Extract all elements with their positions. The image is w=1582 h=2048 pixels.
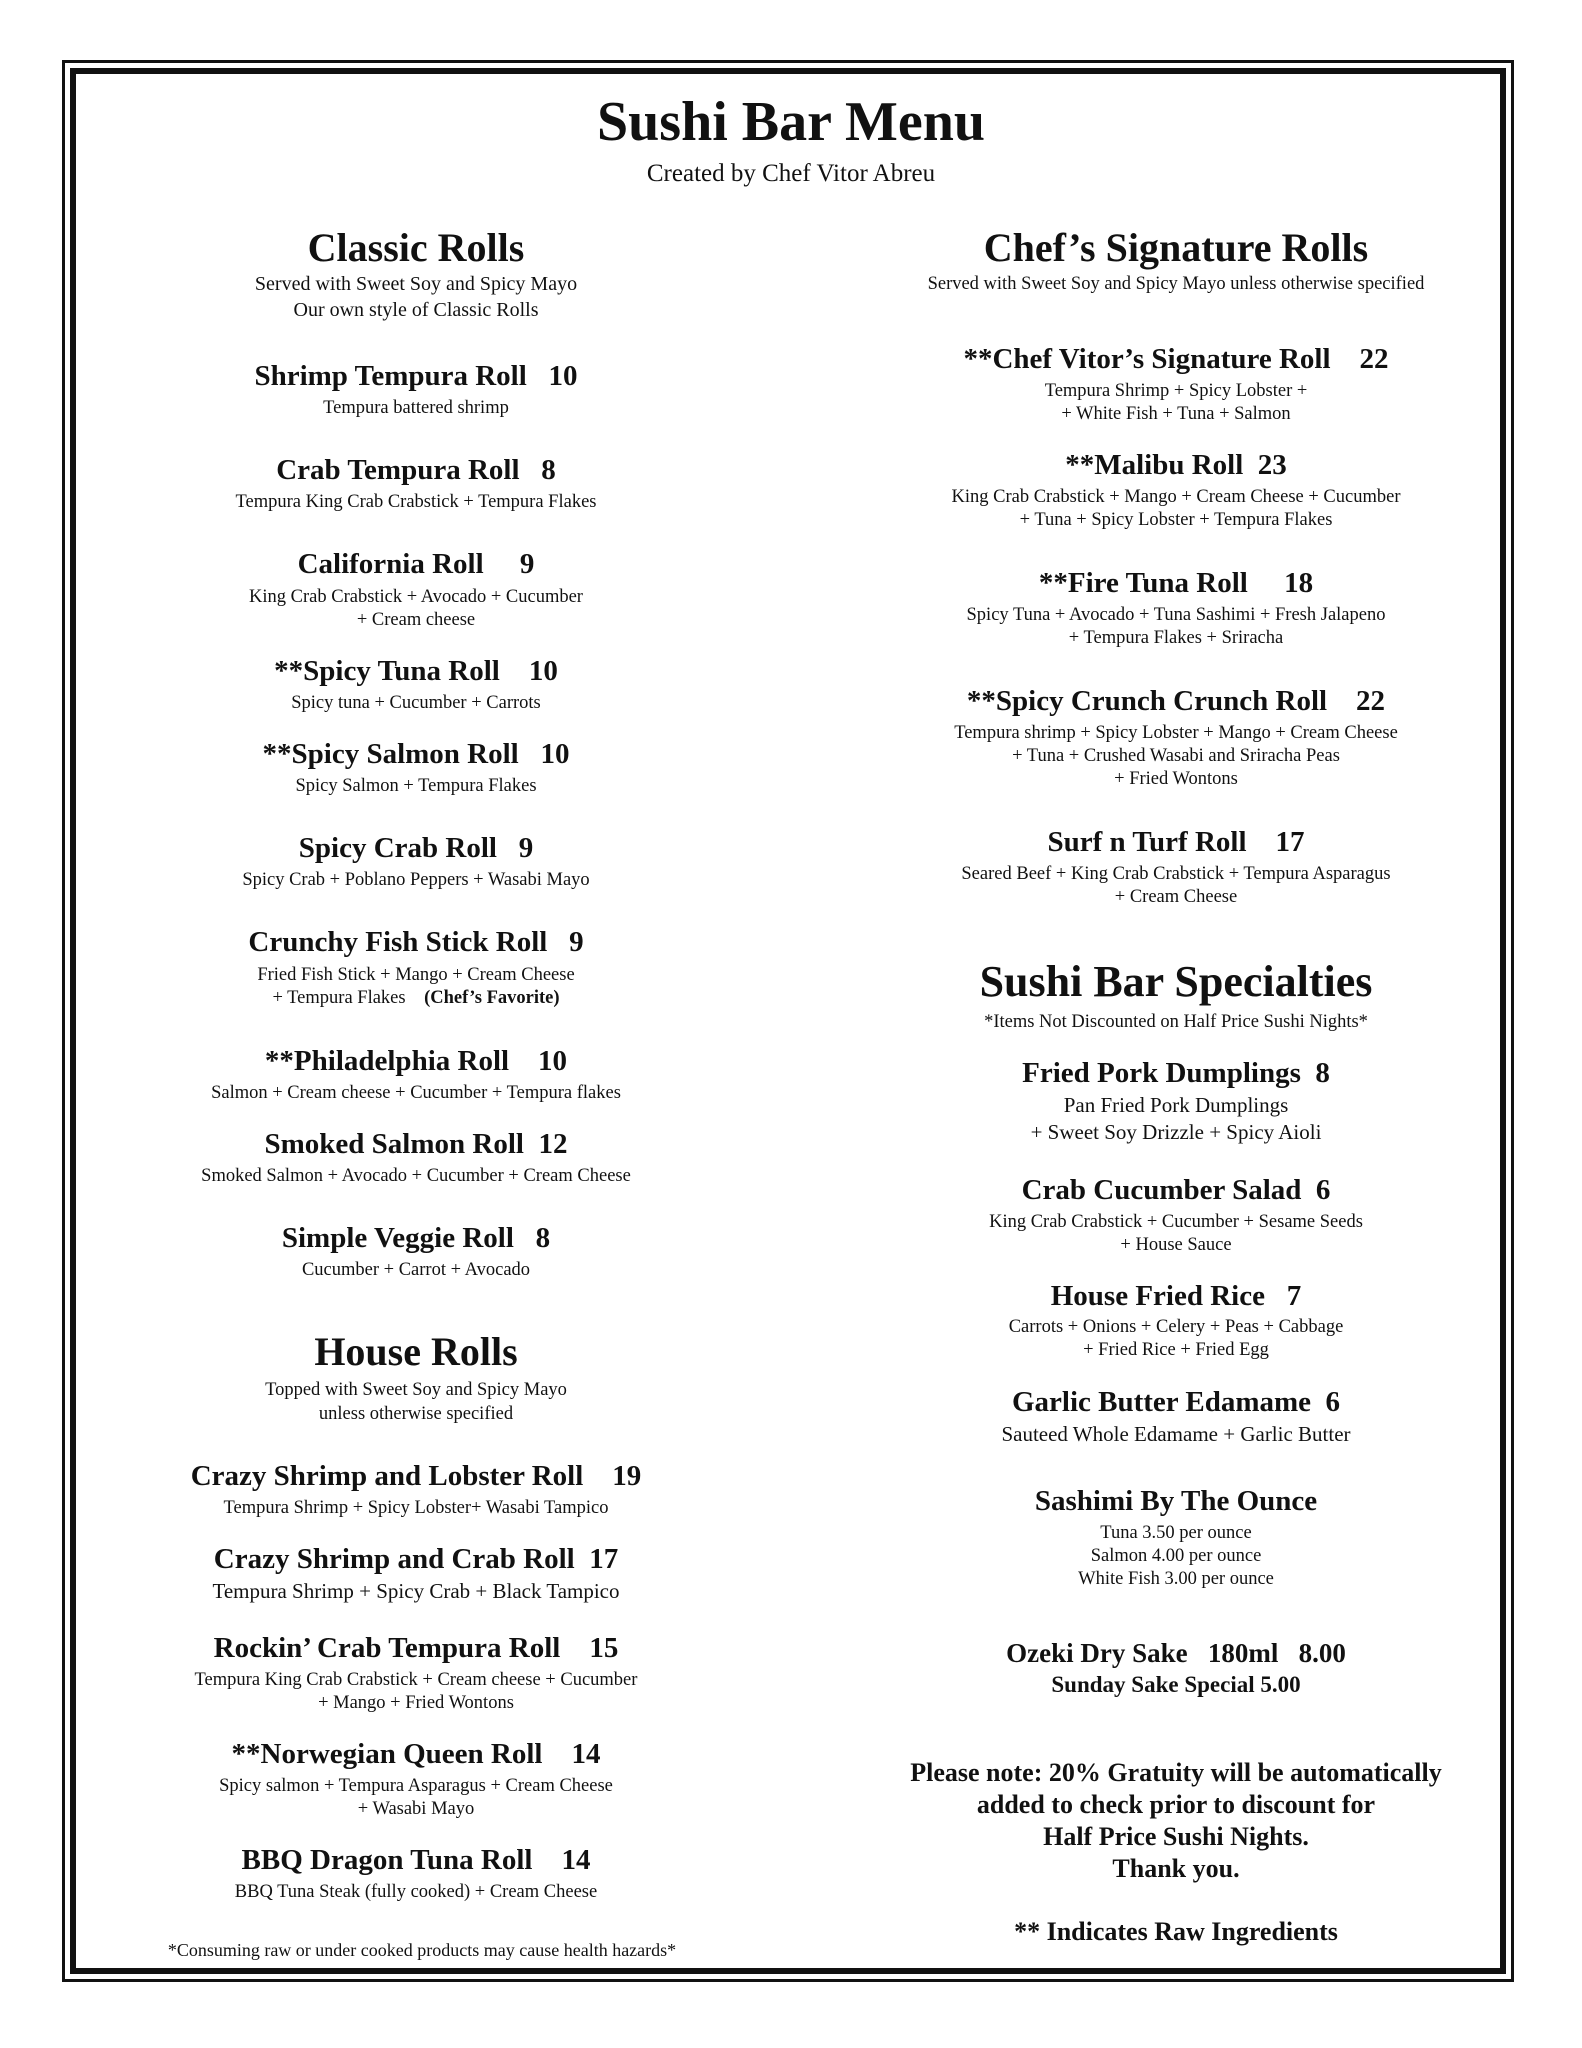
menu-item-desc: Spicy salmon + Tempura Asparagus + Cream Cheese bbox=[219, 1776, 613, 1796]
menu-item-desc: Tempura Shrimp + Spicy Crab + Black Tampico bbox=[212, 1579, 620, 1603]
menu-item-desc: Sauteed Whole Edamame + Garlic Butter bbox=[1001, 1422, 1351, 1446]
menu-item-name: Fried Pork Dumplings 8 bbox=[1022, 1057, 1330, 1089]
menu-item-desc: King Crab Crabstick + Avocado + Cucumber bbox=[249, 587, 583, 607]
menu-item-desc-part: + Tempura Flakes bbox=[272, 988, 406, 1008]
house-rolls-subtitle-2: unless otherwise specified bbox=[318, 1404, 514, 1424]
menu-item-desc: Spicy tuna + Cucumber + Carrots bbox=[291, 693, 541, 713]
menu-item-name: Garlic Butter Edamame 6 bbox=[1011, 1386, 1341, 1418]
menu-item-desc bbox=[106, 986, 726, 1010]
menu-item-desc: Salmon + Cream cheese + Cucumber + Tempura flakes bbox=[211, 1083, 621, 1103]
menu-item-desc: Tempura King Crab Crabstick + Tempura Flakes bbox=[235, 492, 597, 512]
sake-offer: Ozeki Dry Sake 180ml 8.00 bbox=[1006, 1638, 1346, 1668]
menu-item-desc: Carrots + Onions + Celery + Peas + Cabbage bbox=[1008, 1317, 1344, 1337]
menu-item-desc: + Cream cheese bbox=[356, 610, 476, 630]
menu-item-name: Spicy Crab Roll 9 bbox=[298, 832, 534, 864]
menu-item-name: Simple Veggie Roll 8 bbox=[281, 1222, 551, 1254]
gratuity-note-line-3: Half Price Sushi Nights. bbox=[1043, 1822, 1309, 1851]
gratuity-note-line-1: Please note: 20% Gratuity will be automatically bbox=[910, 1758, 1442, 1787]
menu-item-desc: + White Fish + Tuna + Salmon bbox=[1061, 404, 1291, 424]
classic-rolls-subtitle-2: Our own style of Classic Rolls bbox=[293, 299, 539, 321]
menu-item-desc: Salmon 4.00 per ounce bbox=[1090, 1546, 1262, 1566]
specialties-subtitle: *Items Not Discounted on Half Price Sushi Nights* bbox=[984, 1012, 1368, 1032]
classic-rolls-subtitle-1: Served with Sweet Soy and Spicy Mayo bbox=[254, 273, 578, 295]
classic-rolls-heading: Classic Rolls bbox=[307, 225, 525, 270]
menu-item-desc: Fried Fish Stick + Mango + Cream Cheese bbox=[257, 965, 575, 985]
menu-item-name: **Spicy Tuna Roll 10 bbox=[274, 655, 558, 687]
menu-item-desc: + Cream Cheese bbox=[1114, 887, 1238, 907]
menu-item-desc: King Crab Crabstick + Mango + Cream Cheese + Cucumber bbox=[951, 487, 1401, 507]
menu-item-desc: + Tuna + Spicy Lobster + Tempura Flakes bbox=[1019, 510, 1333, 530]
menu-item-desc: BBQ Tuna Steak (fully cooked) + Cream Cheese bbox=[234, 1882, 598, 1902]
menu-item-name: Shrimp Tempura Roll 10 bbox=[254, 360, 578, 392]
menu-item-name: **Norwegian Queen Roll 14 bbox=[231, 1738, 601, 1770]
menu-item-desc: King Crab Crabstick + Cucumber + Sesame Seeds bbox=[989, 1212, 1363, 1232]
menu-item-name: BBQ Dragon Tuna Roll 14 bbox=[241, 1844, 591, 1876]
gratuity-note-line-4: Thank you. bbox=[1112, 1854, 1240, 1883]
menu-item-desc: + Sweet Soy Drizzle + Spicy Aioli bbox=[1030, 1120, 1322, 1144]
menu-item-desc: Cucumber + Carrot + Avocado bbox=[301, 1260, 531, 1280]
raw-ingredients-legend: ** Indicates Raw Ingredients bbox=[1014, 1917, 1338, 1946]
menu-item-desc: Smoked Salmon + Avocado + Cucumber + Cream Cheese bbox=[201, 1166, 631, 1186]
menu-item-desc: Spicy Tuna + Avocado + Tuna Sashimi + Fresh Jalapeno bbox=[966, 605, 1386, 625]
menu-item-desc: + Mango + Fried Wontons bbox=[318, 1693, 514, 1713]
menu-item-desc: + Fried Rice + Fried Egg bbox=[1083, 1340, 1269, 1360]
menu-item-desc: + Fried Wontons bbox=[1114, 769, 1238, 789]
menu-item-name: **Fire Tuna Roll 18 bbox=[1038, 567, 1314, 599]
menu-title: Sushi Bar Menu bbox=[597, 91, 985, 153]
menu-item-name: Crab Cucumber Salad 6 bbox=[1021, 1174, 1331, 1206]
menu-item-name: Crazy Shrimp and Crab Roll 17 bbox=[213, 1543, 619, 1575]
health-disclaimer: *Consuming raw or under cooked products may cause health hazards* bbox=[167, 1940, 677, 1960]
signature-rolls-heading: Chef’s Signature Rolls bbox=[983, 225, 1369, 270]
menu-item-desc: Spicy Salmon + Tempura Flakes bbox=[295, 776, 537, 796]
menu-item-desc: + Tuna + Crushed Wasabi and Sriracha Peas bbox=[1012, 746, 1340, 766]
menu-item-desc: Tempura battered shrimp bbox=[323, 398, 509, 418]
menu-item-name: **Spicy Crunch Crunch Roll 22 bbox=[966, 685, 1386, 717]
menu-item-desc: Tempura King Crab Crabstick + Cream cheese + Cucumber bbox=[194, 1670, 638, 1690]
menu-item-name: Crunchy Fish Stick Roll 9 bbox=[248, 926, 584, 958]
menu-item-name: California Roll 9 bbox=[297, 548, 535, 580]
house-rolls-heading: House Rolls bbox=[314, 1329, 518, 1374]
menu-item-name: Surf n Turf Roll 17 bbox=[1047, 826, 1305, 858]
menu-item-desc: White Fish 3.00 per ounce bbox=[1078, 1569, 1274, 1589]
menu-item-name: Crazy Shrimp and Lobster Roll 19 bbox=[190, 1460, 642, 1492]
specialties-heading: Sushi Bar Specialties bbox=[979, 957, 1373, 1006]
menu-item-desc: + House Sauce bbox=[1120, 1235, 1232, 1255]
menu-item-desc: Tempura shrimp + Spicy Lobster + Mango + Cream Cheese bbox=[954, 723, 1398, 743]
menu-item-name: Rockin’ Crab Tempura Roll 15 bbox=[213, 1632, 619, 1664]
menu-item-name: Smoked Salmon Roll 12 bbox=[264, 1128, 568, 1160]
chef-byline: Created by Chef Vitor Abreu bbox=[646, 160, 936, 187]
menu-item-name: **Spicy Salmon Roll 10 bbox=[262, 738, 570, 770]
gratuity-note-line-2: added to check prior to discount for bbox=[976, 1790, 1376, 1819]
menu-item-desc: Pan Fried Pork Dumplings bbox=[1063, 1093, 1289, 1117]
menu-item-name: **Malibu Roll 23 bbox=[1065, 449, 1287, 481]
menu-item-desc: + Tempura Flakes + Sriracha bbox=[1068, 628, 1284, 648]
menu-item-desc: Tempura Shrimp + Spicy Lobster + bbox=[1044, 381, 1308, 401]
sunday-sake-special: Sunday Sake Special 5.00 bbox=[1051, 1672, 1301, 1697]
menu-item-desc: Seared Beef + King Crab Crabstick + Tempura Asparagus bbox=[961, 864, 1391, 884]
chefs-favorite-tag: (Chef’s Favorite) bbox=[424, 988, 560, 1008]
menu-item-name: **Chef Vitor’s Signature Roll 22 bbox=[963, 343, 1389, 375]
menu-item-name: Crab Tempura Roll 8 bbox=[276, 454, 556, 486]
menu-item-desc: Spicy Crab + Poblano Peppers + Wasabi Mayo bbox=[242, 870, 590, 890]
menu-item-desc: + Wasabi Mayo bbox=[357, 1799, 475, 1819]
menu-item-desc: Tempura Shrimp + Spicy Lobster+ Wasabi Tampico bbox=[223, 1498, 609, 1518]
signature-rolls-subtitle: Served with Sweet Soy and Spicy Mayo unless otherwise specified bbox=[927, 274, 1425, 294]
house-rolls-subtitle-1: Topped with Sweet Soy and Spicy Mayo bbox=[265, 1380, 567, 1400]
menu-item-desc: Tuna 3.50 per ounce bbox=[1100, 1523, 1252, 1543]
menu-item-name: House Fried Rice 7 bbox=[1050, 1280, 1302, 1312]
menu-item-name: **Philadelphia Roll 10 bbox=[264, 1045, 568, 1077]
menu-item-name: Sashimi By The Ounce bbox=[1034, 1485, 1318, 1517]
